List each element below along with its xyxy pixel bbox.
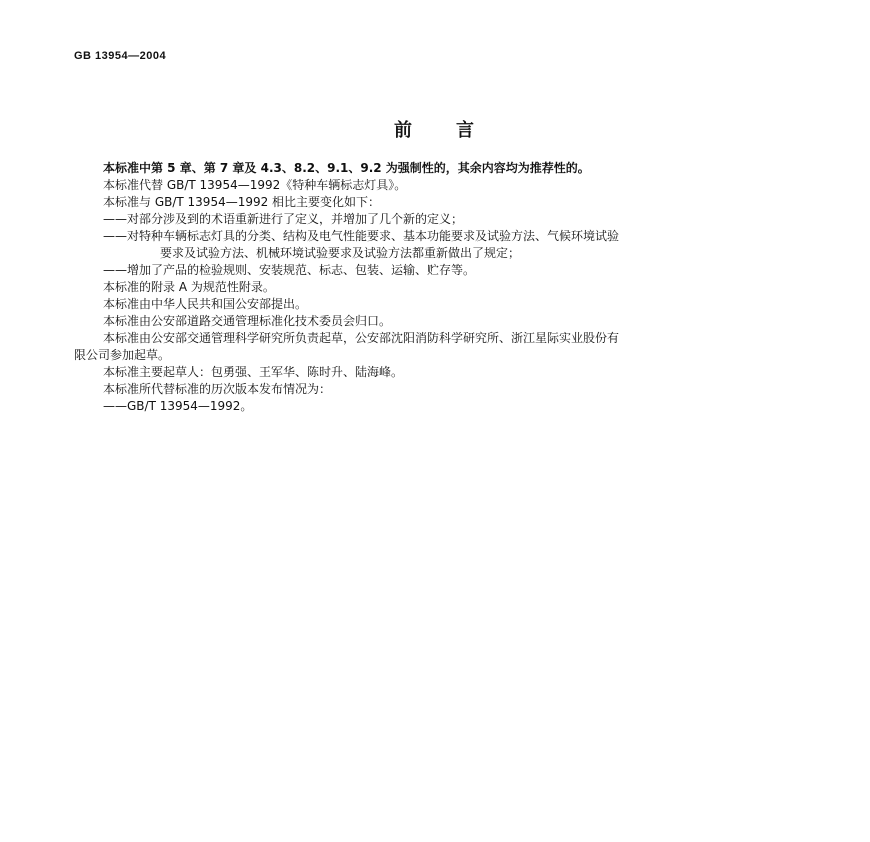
title-char-2: 言 <box>456 120 476 141</box>
paragraph-mandatory-clauses: 本标准中第 5 章、第 7 章及 4.3、8.2、9.1、9.2 为强制性的，其余内容均为推荐性的。 <box>103 161 590 175</box>
paragraph-drafters: 本标准主要起草人：包勇强、王军华、陈时升、陆海峰。 <box>103 365 404 379</box>
paragraph-proposed-by: 本标准由中华人民共和国公安部提出。 <box>103 297 308 311</box>
paragraph-history-intro: 本标准所代替标准的历次版本发布情况为： <box>103 382 332 396</box>
paragraph-change-2: ——对特种车辆标志灯具的分类、结构及电气性能要求、基本功能要求及试验方法、气候环境试验 <box>103 229 620 243</box>
paragraph-change-3: ——增加了产品的检验规则、安装规范、标志、包装、运输、贮存等。 <box>103 263 476 277</box>
standard-code: GB 13954—2004 <box>74 50 167 62</box>
paragraph-change-2-cont: 要求及试验方法、机械环境试验要求及试验方法都重新做出了规定； <box>160 246 521 260</box>
paragraph-changes-intro: 本标准与 GB/T 13954—1992 相比主要变化如下： <box>103 195 381 209</box>
title-char-1: 前 <box>394 120 414 141</box>
paragraph-drafted-by-cont: 限公司参加起草。 <box>74 348 171 362</box>
paragraph-appendix: 本标准的附录 A 为规范性附录。 <box>103 280 275 294</box>
paragraph-change-1: ——对部分涉及到的术语重新进行了定义，并增加了几个新的定义； <box>103 212 464 226</box>
paragraph-replaces: 本标准代替 GB/T 13954—1992《特种车辆标志灯具》。 <box>103 178 407 192</box>
paragraph-drafted-by: 本标准由公安部交通管理科学研究所负责起草，公安部沈阳消防科学研究所、浙江星际实业股份有 <box>103 331 620 345</box>
paragraph-history-item: ——GB/T 13954—1992。 <box>103 399 253 413</box>
paragraph-centralized-by: 本标准由公安部道路交通管理标准化技术委员会归口。 <box>103 314 392 328</box>
page-title <box>0 116 870 142</box>
foreword-body <box>74 160 823 415</box>
